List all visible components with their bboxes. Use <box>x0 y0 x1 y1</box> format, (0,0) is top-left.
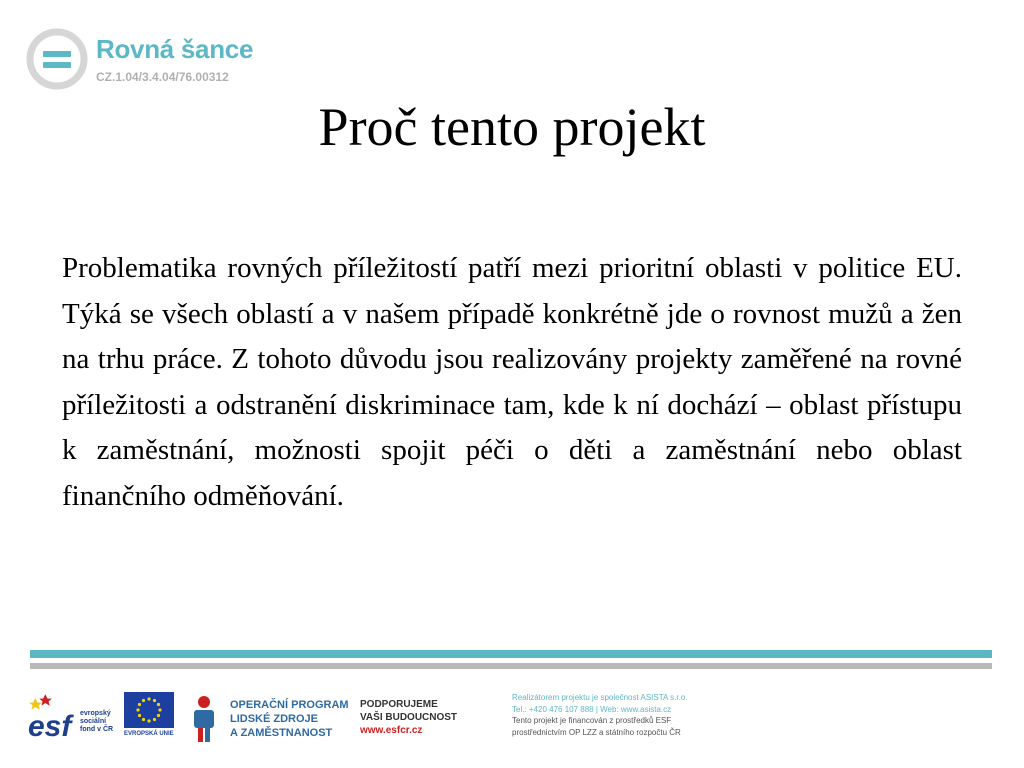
info-line3: Tento projekt je financován z prostředků ESF <box>512 716 672 725</box>
esf-logo <box>28 692 120 744</box>
esf-caption-line2: sociální <box>80 718 107 725</box>
op-lzz-figure-icon <box>190 694 222 744</box>
project-code: CZ.1.04/3.4.04/76.00312 <box>96 70 229 84</box>
footer-divider-grey <box>30 663 992 669</box>
support-line1: PODPORUJEME <box>360 699 438 710</box>
op-lzz-label <box>230 698 349 740</box>
info-line2: Tel.: +420 476 107 888 | Web: www.asista.cz <box>512 704 672 714</box>
esf-caption-line1: evropský <box>80 710 111 717</box>
op-line3: A ZAMĚSTNANOST <box>230 727 333 739</box>
op-line2: LIDSKÉ ZDROJE <box>230 713 319 725</box>
eu-label: EVROPSKÁ UNIE <box>124 731 174 737</box>
eu-logo <box>124 692 176 744</box>
support-slogan <box>360 698 457 737</box>
info-line1: Realizátorem projektu je společnost ASISTA s.r.o. <box>512 693 688 702</box>
eu-flag-icon <box>124 692 174 728</box>
esf-website-link[interactable]: www.esfcr.cz <box>360 725 423 736</box>
esf-caption-line3: fond v ČR <box>80 726 114 733</box>
project-logo <box>26 28 266 90</box>
info-line4: prostřednictvím OP LZZ a státního rozpočtu ČR <box>512 727 681 737</box>
op-line1: OPERAČNÍ PROGRAM <box>230 699 349 711</box>
equals-circle-icon <box>26 28 88 90</box>
slide-title: Proč tento projekt <box>318 97 706 157</box>
logo-title: Rovná šance <box>96 34 254 64</box>
support-line2: VAŠI BUDOUCNOST <box>360 712 458 723</box>
slide-body-text: Problematika rovných příležitostí patří mezi prioritní oblasti v politice EU. Týká se všech oblastí a v našem případě konkrétně jde o rovnost mužů a žen na trhu práce. Z tohoto důvodu jsou realizovány projekty zaměřené na rovné příležitosti a odstranění diskriminace tam, kde k ní dochází – oblast přístupu k zaměstnání, možnosti spojit péči o děti a zaměstnání nebo oblast finančního odměňování. <box>62 252 962 512</box>
esf-mark-text: esf <box>28 710 72 743</box>
footer-logos <box>0 680 1024 760</box>
esf-caption <box>80 710 113 734</box>
footer-divider-teal <box>30 650 992 658</box>
project-info <box>512 692 688 738</box>
